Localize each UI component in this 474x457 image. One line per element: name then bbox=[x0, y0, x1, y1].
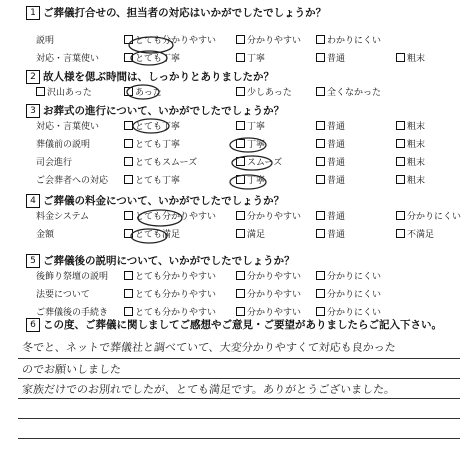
circle-mark bbox=[232, 156, 272, 170]
answer-option-label: 分かりやすい bbox=[247, 290, 302, 300]
comment-line bbox=[18, 398, 460, 399]
answer-option-label: とても満足 bbox=[135, 230, 181, 240]
question-label: 説明 bbox=[36, 36, 55, 46]
section-number: 3 bbox=[26, 104, 40, 118]
circle-mark bbox=[133, 119, 169, 133]
comment-text: 冬でと、ネットで葬儀社と調べていて、大変分かりやすくて対応も良かった bbox=[21, 341, 397, 354]
section-title: ご葬儀の料金について、いかがでしたでしょうか？ bbox=[43, 195, 285, 207]
circle-mark bbox=[131, 229, 167, 243]
question-label: 対応・言葉使い bbox=[36, 122, 100, 132]
answer-option-label: 丁寧 bbox=[247, 122, 266, 132]
section-number: 5 bbox=[26, 254, 40, 268]
comment-line bbox=[18, 378, 460, 379]
answer-option-label: 分かりやすい bbox=[247, 272, 302, 282]
answer-option-label: 分かりにくい bbox=[327, 308, 382, 318]
answer-option-label: 分かりにくい bbox=[407, 212, 462, 222]
answer-option-label: 粗末 bbox=[407, 122, 426, 132]
circle-mark bbox=[138, 210, 182, 226]
section-number: 4 bbox=[26, 194, 40, 208]
answer-option-label: 普通 bbox=[327, 230, 346, 240]
comment-line bbox=[18, 438, 460, 439]
answer-option-label: 粗末 bbox=[407, 176, 426, 186]
question-label: 料金システム bbox=[36, 212, 90, 222]
answer-option-label: 普通 bbox=[327, 158, 346, 168]
answer-option-label: 普通 bbox=[327, 54, 346, 64]
answer-option-label: 沢山あった bbox=[47, 88, 92, 98]
circle-mark bbox=[230, 138, 266, 152]
answer-option-label: 普通 bbox=[327, 212, 346, 222]
answer-option-label: 不満足 bbox=[407, 230, 435, 240]
question-label: ご会葬者への対応 bbox=[36, 176, 109, 186]
answer-option-label: 分かりにくい bbox=[327, 272, 382, 282]
answer-option-label: とても分かりやすい bbox=[135, 308, 217, 318]
answer-option-label: とても分かりやすい bbox=[135, 290, 217, 300]
section-title: 故人様を偲ぶ時間は、しっかりとありましたか？ bbox=[43, 71, 274, 83]
answer-option-label: 丁寧 bbox=[247, 176, 266, 186]
circle-mark bbox=[127, 85, 159, 99]
answer-option-label: わかりにくい bbox=[327, 36, 382, 46]
question-label: 後飾り祭壇の説明 bbox=[36, 272, 109, 282]
section-number: 1 bbox=[26, 6, 40, 20]
circle-mark bbox=[230, 175, 266, 189]
answer-option-label: とても丁寧 bbox=[135, 140, 181, 150]
answer-option-label: 普通 bbox=[327, 176, 346, 186]
section-title: ご葬儀打合せの、担当者の対応はいかがでしたでしょうか？ bbox=[43, 7, 327, 19]
answer-option-label: とても分かりやすい bbox=[135, 212, 217, 222]
answer-option-label: とても分かりやすい bbox=[135, 36, 217, 46]
answer-option-label: とても分かりやすい bbox=[135, 272, 217, 282]
answer-option-label: 丁寧 bbox=[247, 54, 266, 64]
section-number: 6 bbox=[26, 318, 40, 332]
answer-option-label: とてもスムーズ bbox=[135, 158, 198, 168]
answer-option-label: とても丁寧 bbox=[135, 122, 181, 132]
comment-text: 家族だけでのお別れでしたが、とても満足です。ありがとうございました。 bbox=[21, 383, 396, 396]
answer-option-label: 分かりにくい bbox=[327, 290, 382, 300]
comment-text: のでお願いしました bbox=[21, 363, 122, 376]
answer-option-label: スムーズ bbox=[247, 158, 283, 168]
section-title: お葬式の進行について、いかがでしたでしょうか？ bbox=[43, 105, 285, 117]
answer-option-label: とても丁寧 bbox=[135, 54, 181, 64]
question-label: 金額 bbox=[36, 230, 55, 240]
section-title: ご葬儀後の説明について、いかがでしたでしょうか？ bbox=[43, 255, 295, 267]
answer-option-label: 普通 bbox=[327, 122, 346, 132]
question-label: 葬儀前の説明 bbox=[36, 140, 91, 150]
comment-line bbox=[18, 418, 460, 419]
answer-option-label: 分かりやすい bbox=[247, 308, 302, 318]
answer-option-label: 普通 bbox=[327, 140, 346, 150]
answer-option-label: あった bbox=[135, 88, 162, 98]
answer-option-label: 丁寧 bbox=[247, 140, 266, 150]
question-label: 法要について bbox=[36, 290, 90, 300]
section-number: 2 bbox=[26, 70, 40, 84]
comment-line bbox=[18, 358, 460, 359]
answer-option-label: 粗末 bbox=[407, 54, 426, 64]
answer-option-label: 粗末 bbox=[407, 158, 426, 168]
question-label: ご葬儀後の手続き bbox=[36, 308, 109, 318]
answer-option-label: 満足 bbox=[247, 230, 266, 240]
answer-option-label: 粗末 bbox=[407, 140, 426, 150]
answer-option-label: 分かりやすい bbox=[247, 212, 302, 222]
section-title: この度、ご葬儀に関しましてご感想やご意見・ご要望がありましたらご記入下さい。 bbox=[43, 319, 442, 331]
question-label: 対応・言葉使い bbox=[36, 54, 100, 64]
answer-option-label: とても丁寧 bbox=[135, 176, 181, 186]
question-label: 司会進行 bbox=[36, 158, 73, 168]
answer-option-label: 全くなかった bbox=[327, 88, 382, 98]
answer-option-label: 分かりやすい bbox=[247, 36, 302, 46]
answer-option-label: 少しあった bbox=[247, 88, 292, 98]
